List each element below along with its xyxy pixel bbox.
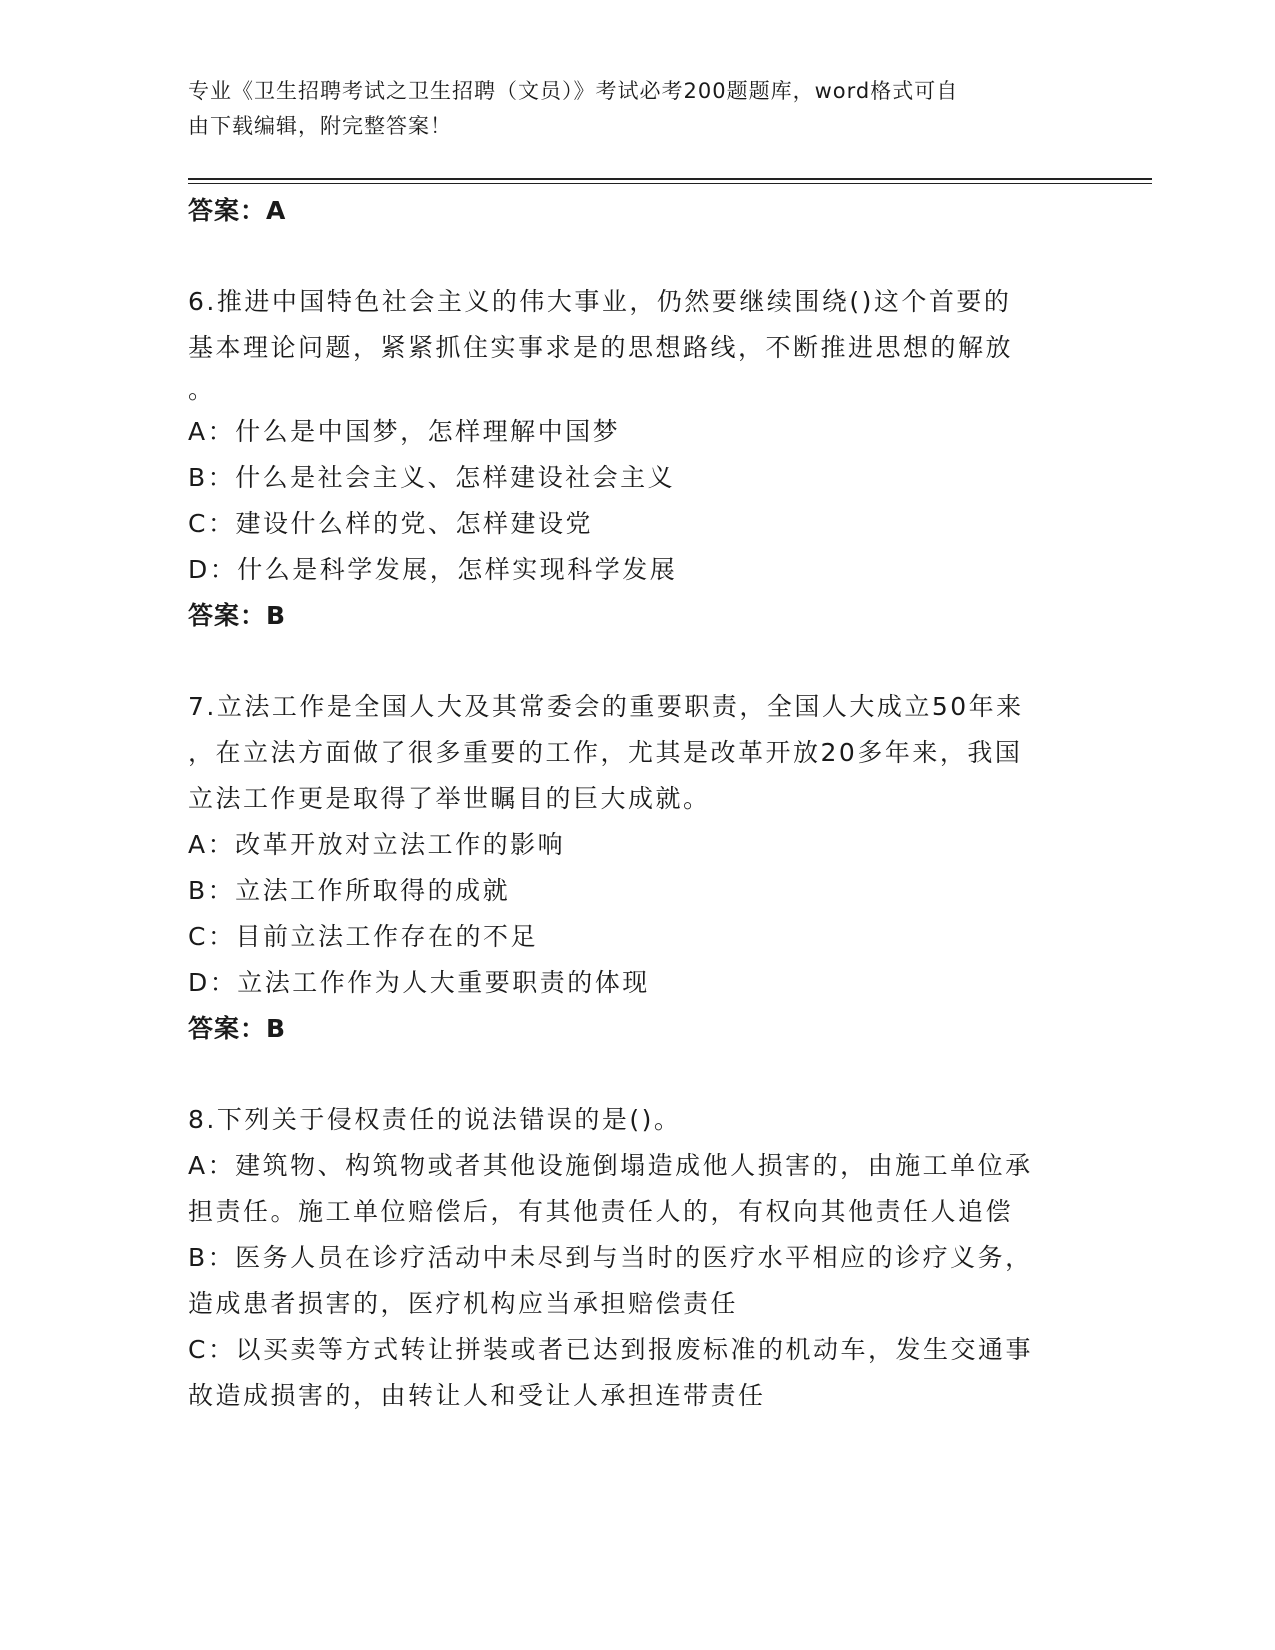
question-8-option-c-line-2: 故造成损害的，由转让人和受让人承担连带责任 bbox=[188, 1381, 766, 1410]
question-7-option-a: A：改革开放对立法工作的影响 bbox=[188, 830, 566, 859]
question-8-option-b-line-2: 造成患者损害的，医疗机构应当承担赔偿责任 bbox=[188, 1289, 739, 1318]
question-7-line-3: 立法工作更是取得了举世瞩目的巨大成就。 bbox=[188, 784, 711, 813]
question-7-answer: 答案：B bbox=[188, 1014, 287, 1043]
question-6-option-a: A：什么是中国梦，怎样理解中国梦 bbox=[188, 417, 621, 446]
question-8 bbox=[188, 1097, 1068, 1419]
question-7-option-c: C：目前立法工作存在的不足 bbox=[188, 922, 538, 951]
question-8-line-1: 8.下列关于侵权责任的说法错误的是()。 bbox=[188, 1105, 682, 1134]
question-6-option-b: B：什么是社会主义、怎样建设社会主义 bbox=[188, 463, 676, 492]
question-6-line-2: 基本理论问题，紧紧抓住实事求是的思想路线，不断推进思想的解放 bbox=[188, 333, 1014, 362]
question-6-option-d: D：什么是科学发展，怎样实现科学发展 bbox=[188, 555, 678, 584]
question-8-option-b-line-1: B：医务人员在诊疗活动中未尽到与当时的医疗水平相应的诊疗义务， bbox=[188, 1243, 1033, 1272]
document-body bbox=[188, 188, 1068, 1419]
question-7 bbox=[188, 684, 1068, 1052]
question-8-option-c-line-1: C：以买卖等方式转让拼装或者已达到报废标准的机动车，发生交通事 bbox=[188, 1335, 1033, 1364]
question-6-option-c: C：建设什么样的党、怎样建设党 bbox=[188, 509, 593, 538]
header-line-1: 专业《卫生招聘考试之卫生招聘（文员）》考试必考200题题库，word格式可自 bbox=[188, 79, 959, 103]
question-6 bbox=[188, 279, 1068, 639]
question-7-option-d: D：立法工作作为人大重要职责的体现 bbox=[188, 968, 650, 997]
question-6-line-3: 。 bbox=[188, 375, 216, 404]
header-line-2: 由下载编辑，附完整答案！ bbox=[188, 114, 452, 138]
question-8-option-a-line-1: A：建筑物、构筑物或者其他设施倒塌造成他人损害的，由施工单位承 bbox=[188, 1151, 1033, 1180]
previous-answer: 答案：A bbox=[188, 196, 287, 225]
question-8-option-a-line-2: 担责任。施工单位赔偿后，有其他责任人的，有权向其他责任人追偿 bbox=[188, 1197, 1014, 1226]
header-rule-thin bbox=[188, 183, 1152, 184]
question-6-line-1: 6.推进中国特色社会主义的伟大事业，仍然要继续围绕()这个首要的 bbox=[188, 287, 1012, 316]
header-note bbox=[188, 74, 1068, 144]
question-7-line-2: ，在立法方面做了很多重要的工作，尤其是改革开放20多年来，我国 bbox=[188, 738, 1023, 767]
question-6-answer: 答案：B bbox=[188, 601, 287, 630]
question-7-line-1: 7.立法工作是全国人大及其常委会的重要职责，全国人大成立50年来 bbox=[188, 692, 1024, 721]
header-rule-thick bbox=[188, 178, 1152, 180]
question-7-option-b: B：立法工作所取得的成就 bbox=[188, 876, 511, 905]
